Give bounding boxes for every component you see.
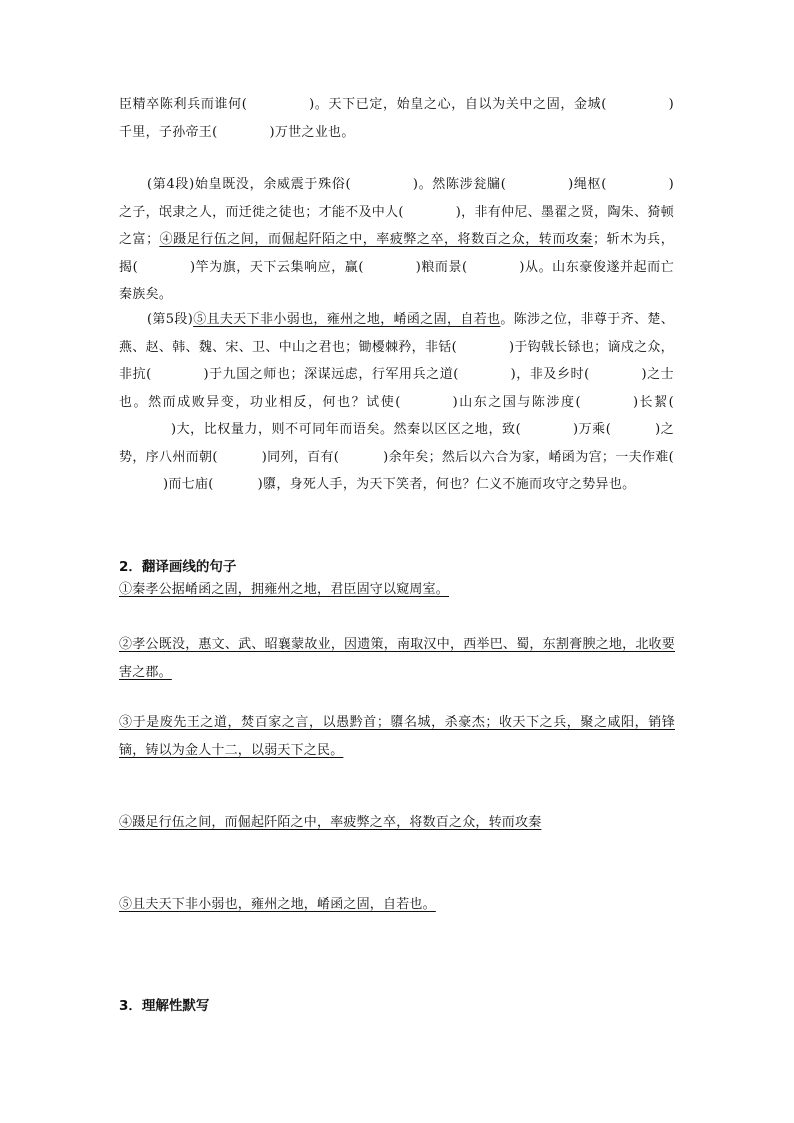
- paragraph-5: (第5段)⑤且夫天下非小弱也，雍州之地，崤函之固，自若也。陈涉之位，非尊于齐、楚、燕、赵、韩、魏、宋、卫、中山之君也；锄櫌棘矜，非铦( )于钩戟长铩也；谪戍之众，非抗( )于九国之师也；深谋远虑，行军用兵之道( )，非及乡时( )之士也。然而成败异变，功业相反，何也？试使( )山东之国与陈涉度( )长絜()大，比权量力，则不可同年而语矣。然秦以区区之地，致( )万乘( )之势，序八州而朝( )同列，百有( )余年矣；然后以六合为家，崤函为宫；一夫作难()而七庙( )隳，身死人手，为天下笑者，何也？仁义不施而攻守之势异也。: [119, 312, 675, 492]
- underlined-sentence-5: ⑤且夫天下非小弱也，雍州之地，崤函之固，自若也: [193, 312, 501, 327]
- paragraph-4: (第4段)始皇既没，余威震于殊俗( )。然陈涉瓮牖( )绳枢( )之子，氓隶之人，而迁徙之徒也；才能不及中人( )，非有仲尼、墨翟之贤，陶朱、猗顿之富；④蹑足行伍之间，而倔起阡陌之中，率疲弊之卒，将数百之众，转而攻秦；斩木为兵，揭( )竿为旗，天下云集响应，赢( )粮而景( )从。山东豪俊遂并起而亡秦族矣。: [119, 177, 675, 302]
- translate-sentence-4: ④蹑足行伍之间，而倔起阡陌之中，率疲弊之卒，将数百之众，转而攻秦: [119, 815, 542, 830]
- section-3-heading: 3．理解性默写: [119, 998, 210, 1014]
- paragraph-3-continued: 臣精卒陈利兵而谁何( )。天下已定，始皇之心，自以为关中之固，金城( )千里，子孙帝王( )万世之业也。: [119, 97, 674, 140]
- translate-sentence-1: ①秦孝公据崤函之固，拥雍州之地，君臣固守以窥周室。: [119, 582, 450, 597]
- translate-sentence-5: ⑤且夫天下非小弱也，雍州之地，崤函之固，自若也。: [119, 897, 436, 912]
- section-2-heading: 2．翻译画线的句子: [119, 559, 237, 575]
- translate-sentence-2: ②孝公既没，惠文、武、昭襄蒙故业，因遗策，南取汉中，西举巴、蜀，东割膏腴之地，北收要害之郡。: [119, 637, 675, 680]
- underlined-sentence-4: ④蹑足行伍之间，而倔起阡陌之中，率疲弊之卒，将数百之众，转而攻秦: [159, 232, 593, 247]
- translate-sentence-3: ③于是废先王之道，焚百家之言，以愚黔首；隳名城，杀豪杰；收天下之兵，聚之咸阳，销锋镝，铸以为金人十二，以弱天下之民。: [119, 715, 675, 758]
